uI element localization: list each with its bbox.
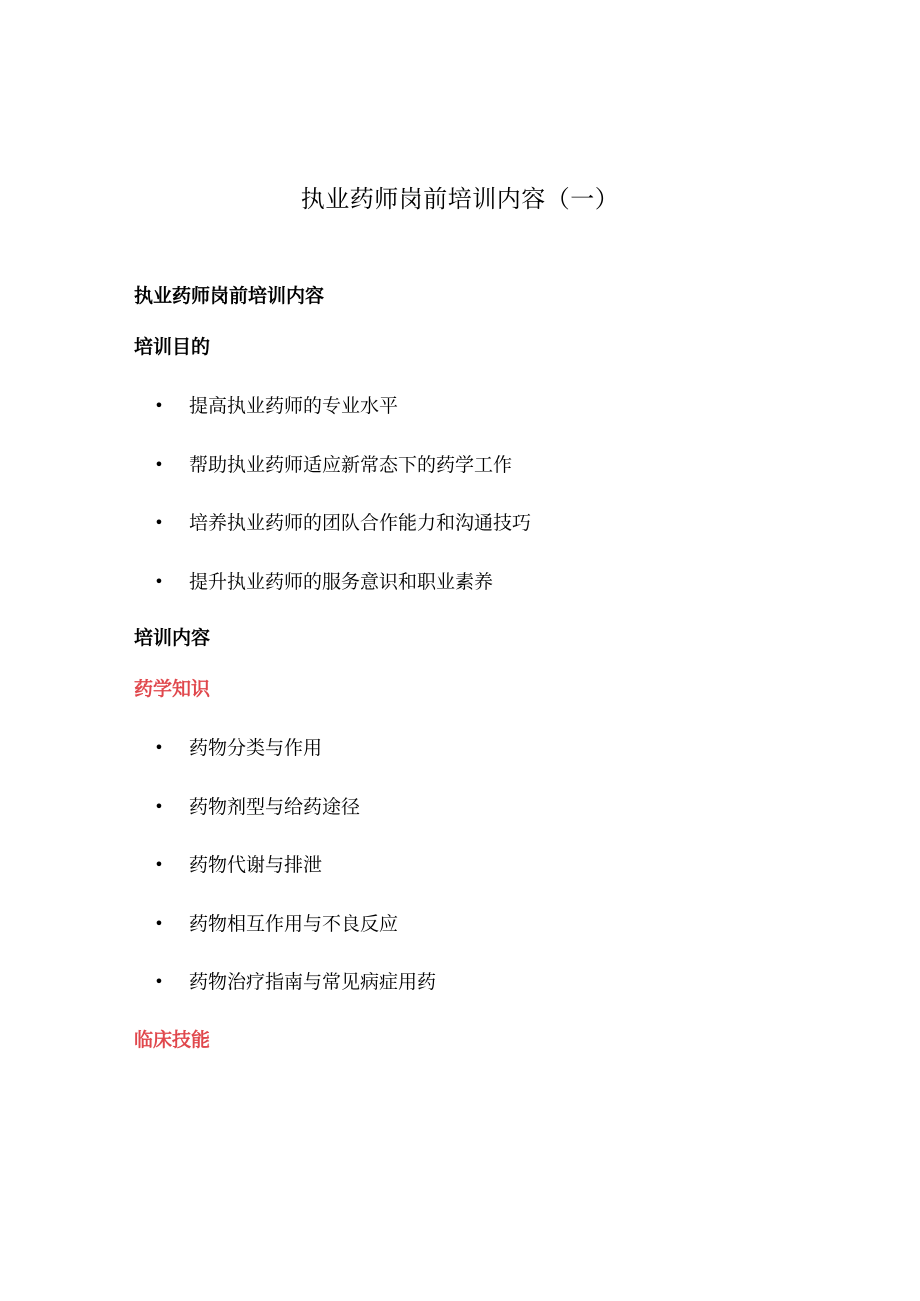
bullet-icon: •	[154, 796, 164, 816]
pharmacy-knowledge-heading: 药学知识	[134, 678, 211, 700]
section-heading: 执业药师岗前培训内容	[134, 285, 325, 307]
bullet-icon: •	[154, 855, 164, 874]
list-item-text: 药物相互作用与不良反应	[189, 912, 399, 935]
list-item-text: 帮助执业药师适应新常态下的药学工作	[189, 453, 513, 476]
bullet-icon: •	[154, 972, 164, 991]
list-item-text: 提升执业药师的服务意识和职业素养	[189, 570, 494, 593]
document-title: 执业药师岗前培训内容（一）	[300, 185, 620, 213]
list-item-text: 药物分类与作用	[189, 737, 323, 759]
list-item-text: 培养执业药师的团队合作能力和沟通技巧	[189, 512, 532, 534]
bullet-icon: •	[154, 396, 164, 415]
training-content-heading: 培训内容	[134, 627, 211, 649]
bullet-icon: •	[154, 454, 164, 474]
bullet-icon: •	[154, 913, 164, 933]
clinical-skills-heading: 临床技能	[134, 1029, 211, 1051]
list-item-text: 药物剂型与给药途径	[189, 795, 361, 818]
list-item-text: 药物治疗指南与常见病症用药	[189, 971, 437, 993]
list-item-text: 药物代谢与排泄	[189, 854, 323, 876]
list-item-text: 提高执业药师的专业水平	[189, 395, 399, 417]
bullet-icon: •	[154, 571, 164, 591]
bullet-icon: •	[154, 513, 164, 532]
training-goal-heading: 培训目的	[134, 336, 211, 358]
bullet-icon: •	[154, 738, 164, 757]
